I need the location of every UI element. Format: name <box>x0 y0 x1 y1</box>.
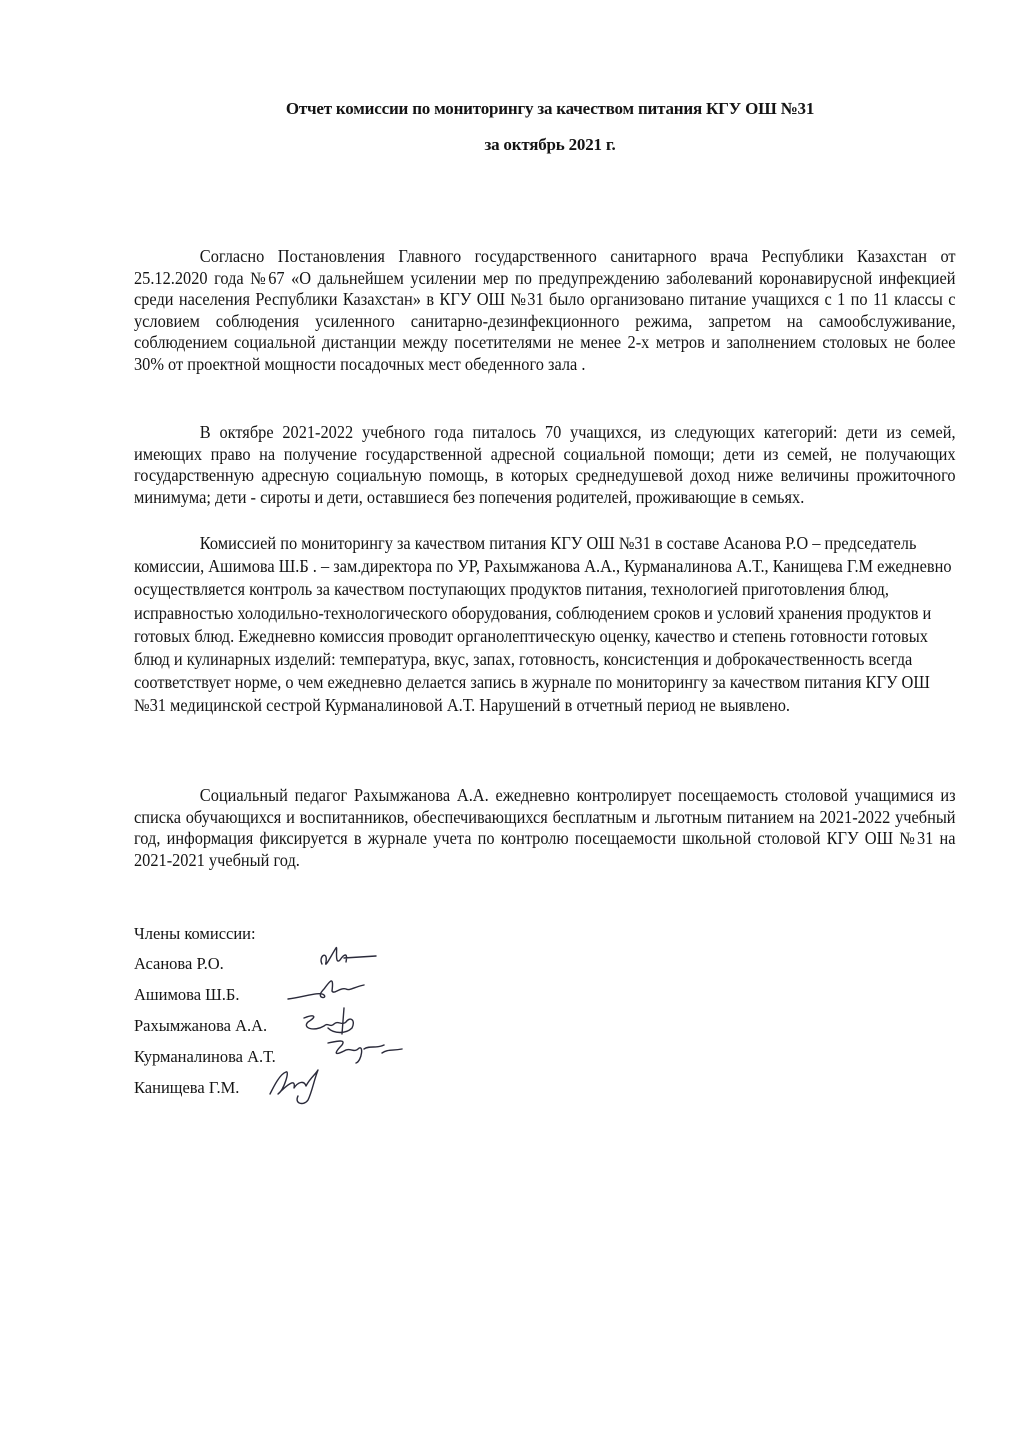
member-name: Канищева Г.М. <box>134 1078 240 1097</box>
document-title: Отчет комиссии по мониторингу за качеством питания КГУ ОШ №31 <box>285 99 815 118</box>
paragraph-commission-control: Комиссией по мониторингу за качеством питания КГУ ОШ №31 в составе Асанова Р.О – председатель комиссии, Ашимова Ш.Б . – зам.директора по УР, Рахымжанова А.А., Курманалинова А.Т., Канищева Г.М ежедневно осуществляется контроль за качеством поступающих продуктов питания, технологией приготовления блюд, исправностью холодильно-технологического оборудования, соблюдением сроков и условий хранения продуктов и готовых блюд. Ежедневно комиссия проводит органолептическую оценку, качество и степень готовности готовых блюд и кулинарных изделий: температура, вкус, запах, готовность, консистенция и доброкачественность всегда соответствует норме, о чем ежедневно делается запись в журнале по мониторингу за качеством питания КГУ ОШ №31 медицинской сестрой Курманалиновой А.Т. Нарушений в отчетный период не выявлено. <box>134 533 952 716</box>
member-name: Ашимова Ш.Б. <box>134 985 240 1004</box>
paragraph-social-pedagogue: Социальный педагог Рахымжанова А.А. ежедневно контролирует посещаемость столовой учащимися из списка обучающихся и воспитанников, обеспечивающихся бесплатным и льготным питанием на 2021-2022 учебный год, информация фиксируется в журнале учета по контролю посещаемости школьной столовой КГУ ОШ №31 на 2021-2021 учебный год. <box>134 785 956 870</box>
member-name: Асанова Р.О. <box>134 954 224 973</box>
signature-icon <box>284 973 394 1007</box>
members-heading: Члены комиссии: <box>134 924 256 943</box>
member-row <box>134 985 276 1016</box>
signature-icon <box>314 942 424 976</box>
paragraph-students-fed: В октябре 2021-2022 учебного года питалось 70 учащихся, из следующих категорий: дети из семей, имеющих право на получение государственной адресной социальной помощи; дети из семей, не получающих государственную адресную социальную помощь, в которых среднедушевой доход ниже величины прожиточного минимума; дети - сироты и дети, оставшиеся без попечения родителей, проживающие в семьях. <box>134 422 956 507</box>
document-subtitle: за октябрь 2021 г. <box>484 135 616 154</box>
member-row <box>134 1047 276 1078</box>
member-name: Рахымжанова А.А. <box>134 1016 268 1035</box>
signature-icon <box>294 1004 404 1038</box>
commission-members <box>134 924 276 1109</box>
paragraph-regulation: Согласно Постановления Главного государственного санитарного врача Республики Казахстан от 25.12.2020 года №67 «О дальнейшем усилении мер по предупреждению заболеваний коронавирусной инфекцией среди населения Республики Казахстан» в КГУ ОШ №31 было организовано питание учащихся с 1 по 11 классы с условием соблюдения усиленного санитарно-дезинфекционного режима, запретом на самообслуживание, соблюдением социальной дистанции между посетителями не менее 2-х метров и заполнением столовых не более 30% от проектной мощности посадочных мест обеденного зала . <box>134 246 956 374</box>
member-row <box>134 1016 276 1047</box>
member-name: Курманалинова А.Т. <box>134 1047 276 1066</box>
member-row <box>134 1078 276 1109</box>
signature-icon <box>324 1035 434 1069</box>
member-row <box>134 954 276 985</box>
signature-icon <box>264 1066 374 1100</box>
